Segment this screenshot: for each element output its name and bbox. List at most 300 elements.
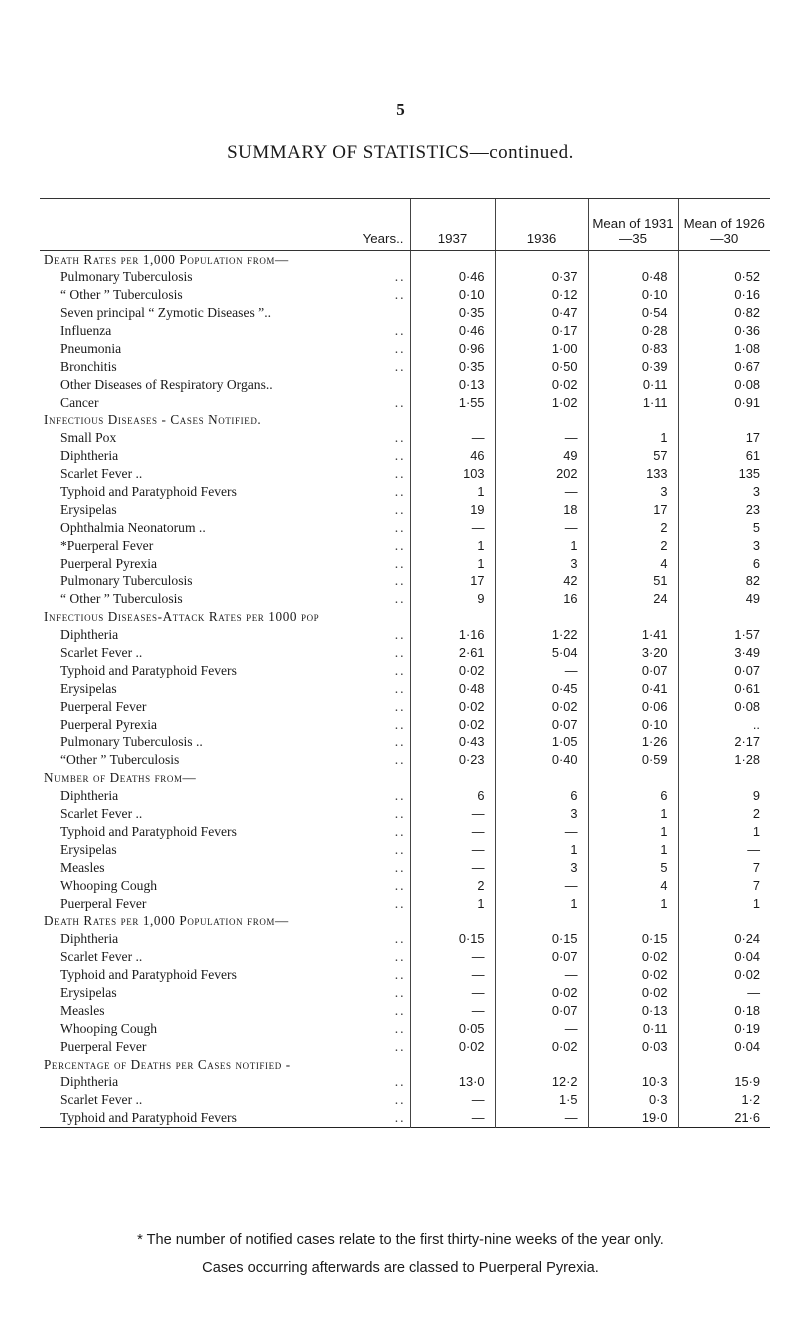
value-mean-1926-30: 82 <box>678 573 770 591</box>
section-empty-cell <box>678 251 770 269</box>
row-label: Measles <box>60 1002 105 1018</box>
leader-dots: .. <box>394 537 406 553</box>
table-row <box>40 268 770 286</box>
row-label: Typhoid and Paratyphoid Fevers <box>60 967 237 983</box>
row-label-cell <box>40 358 410 376</box>
row-label: Diphtheria <box>60 788 119 804</box>
header-mean-1931-35: Mean of 1931—35 <box>588 199 678 251</box>
row-label-cell <box>40 930 410 948</box>
value-mean-1931-35: 1·41 <box>588 626 678 644</box>
section-empty-cell <box>588 912 678 930</box>
leader-dots: .. <box>394 591 406 607</box>
section-empty-cell <box>678 912 770 930</box>
value-mean-1926-30: 0·02 <box>678 966 770 984</box>
leader-dots: .. <box>394 1002 406 1018</box>
row-label: Erysipelas <box>60 680 117 696</box>
value-mean-1931-35: 0·03 <box>588 1038 678 1056</box>
value-mean-1931-35: 0·28 <box>588 322 678 340</box>
value-1936: 3 <box>495 859 588 877</box>
leader-dots: .. <box>394 484 406 500</box>
leader-dots: .. <box>394 555 406 571</box>
value-1937: 0·10 <box>410 286 495 304</box>
value-1937: 6 <box>410 787 495 805</box>
table-row <box>40 644 770 662</box>
leader-dots: .. <box>394 448 406 464</box>
row-label: Small Pox <box>60 430 117 446</box>
row-label-cell <box>40 555 410 573</box>
row-label: Erysipelas <box>60 984 117 1000</box>
section-empty-cell <box>588 251 678 269</box>
row-label: Seven principal “ Zymotic Diseases ”.. <box>60 305 272 321</box>
value-1936: 0·02 <box>495 376 588 394</box>
section-title: Infectious Diseases-Attack Rates per 1000 pop <box>44 609 320 625</box>
value-1937: 2·61 <box>410 644 495 662</box>
row-label-cell <box>40 322 410 340</box>
row-label-cell <box>40 1109 410 1127</box>
row-label-cell <box>40 984 410 1002</box>
row-label-cell <box>40 465 410 483</box>
table-row <box>40 877 770 895</box>
value-1937: 0·35 <box>410 304 495 322</box>
value-mean-1931-35: 133 <box>588 465 678 483</box>
value-mean-1926-30: 0·16 <box>678 286 770 304</box>
value-mean-1931-35: 0·10 <box>588 286 678 304</box>
row-label-cell <box>40 429 410 447</box>
table-row <box>40 304 770 322</box>
value-mean-1926-30: 1 <box>678 823 770 841</box>
value-mean-1931-35: 0·13 <box>588 1002 678 1020</box>
value-1936: 1 <box>495 895 588 913</box>
row-label: Diphtheria <box>60 627 119 643</box>
value-1937: — <box>410 966 495 984</box>
value-mean-1931-35: 19·0 <box>588 1109 678 1127</box>
row-label-cell <box>40 1002 410 1020</box>
row-label: *Puerperal Fever <box>60 537 154 553</box>
row-label: Scarlet Fever .. <box>60 466 143 482</box>
value-mean-1926-30: 61 <box>678 447 770 465</box>
row-label-cell <box>40 895 410 913</box>
table-row <box>40 859 770 877</box>
row-label-cell <box>40 859 410 877</box>
table-row <box>40 429 770 447</box>
section-empty-cell <box>495 608 588 626</box>
leader-dots: .. <box>394 698 406 714</box>
row-label-cell <box>40 376 410 394</box>
header-1936: 1936 <box>495 199 588 251</box>
value-1937: 0·43 <box>410 734 495 752</box>
row-label: Scarlet Fever .. <box>60 949 143 965</box>
row-label: Puerperal Pyrexia <box>60 716 158 732</box>
row-label-cell <box>40 877 410 895</box>
table-row <box>40 447 770 465</box>
value-mean-1926-30: 0·52 <box>678 268 770 286</box>
page-title: SUMMARY OF STATISTICS—continued. <box>227 142 574 163</box>
value-1936: 0·12 <box>495 286 588 304</box>
table-row <box>40 322 770 340</box>
value-1937: 0·96 <box>410 340 495 358</box>
row-label: Puerperal Fever <box>60 1038 147 1054</box>
value-1937: 1·55 <box>410 394 495 412</box>
value-mean-1931-35: 0·11 <box>588 1020 678 1038</box>
table-row <box>40 590 770 608</box>
value-1937: — <box>410 859 495 877</box>
value-mean-1926-30: 0·67 <box>678 358 770 376</box>
row-label: Measles <box>60 859 105 875</box>
value-1936: 42 <box>495 573 588 591</box>
section-empty-cell <box>495 769 588 787</box>
row-label-cell <box>40 447 410 465</box>
table-row <box>40 376 770 394</box>
value-mean-1931-35: 2 <box>588 537 678 555</box>
leader-dots: .. <box>394 823 406 839</box>
value-1936: 1 <box>495 841 588 859</box>
leader-dots: .. <box>394 573 406 589</box>
section-empty-cell <box>588 1056 678 1074</box>
leader-dots: .. <box>394 323 406 338</box>
row-label-cell <box>40 573 410 591</box>
row-label-cell <box>40 1091 410 1109</box>
value-1937: 9 <box>410 590 495 608</box>
row-label-cell <box>40 948 410 966</box>
table-row <box>40 787 770 805</box>
value-mean-1931-35: 0·11 <box>588 376 678 394</box>
table-row <box>40 1038 770 1056</box>
row-label-cell <box>40 823 410 841</box>
leader-dots: .. <box>394 358 406 374</box>
leader-dots: .. <box>394 340 406 356</box>
leader-dots: .. <box>394 627 406 643</box>
row-label-cell <box>40 805 410 823</box>
row-label: Typhoid and Paratyphoid Fevers <box>60 484 237 500</box>
row-label: Bronchitis <box>60 358 117 374</box>
row-label-cell <box>40 698 410 716</box>
leader-dots: .. <box>394 501 406 517</box>
table-row <box>40 716 770 734</box>
table-row <box>40 662 770 680</box>
row-label: Puerperal Fever <box>60 698 147 714</box>
section-empty-cell <box>588 608 678 626</box>
row-label: Diphtheria <box>60 448 119 464</box>
value-1937: — <box>410 429 495 447</box>
value-1936: 0·15 <box>495 930 588 948</box>
footnote-pyrexia: Cases occurring afterwards are classed to Puerperal Pyrexia. <box>202 1260 599 1276</box>
value-1937: 1 <box>410 555 495 573</box>
leader-dots: .. <box>394 1074 406 1090</box>
row-label-cell <box>40 644 410 662</box>
value-1936: 1·05 <box>495 734 588 752</box>
value-1936: — <box>495 483 588 501</box>
header-years: Years.. <box>40 199 410 251</box>
table-row <box>40 465 770 483</box>
header-mean-1926-30: Mean of 1926—30 <box>678 199 770 251</box>
value-1936: 202 <box>495 465 588 483</box>
row-label: Typhoid and Paratyphoid Fevers <box>60 823 237 839</box>
row-label-cell <box>40 1020 410 1038</box>
row-label-cell <box>40 1038 410 1056</box>
row-label-cell <box>40 662 410 680</box>
value-mean-1931-35: 0·07 <box>588 662 678 680</box>
value-1936: — <box>495 1020 588 1038</box>
row-label: “ Other ” Tuberculosis <box>60 287 183 303</box>
value-mean-1926-30: 0·18 <box>678 1002 770 1020</box>
row-label: Pneumonia <box>60 340 122 356</box>
value-mean-1931-35: 0·02 <box>588 948 678 966</box>
row-label: Puerperal Fever <box>60 895 147 911</box>
value-1937: 1 <box>410 483 495 501</box>
value-mean-1926-30: 0·04 <box>678 948 770 966</box>
value-mean-1931-35: 1·11 <box>588 394 678 412</box>
statistics-table <box>40 198 770 1128</box>
value-1937: 0·15 <box>410 930 495 948</box>
table-row <box>40 930 770 948</box>
value-1937: 0·35 <box>410 358 495 376</box>
table-row <box>40 340 770 358</box>
section-empty-cell <box>678 1056 770 1074</box>
value-mean-1926-30: 2·17 <box>678 734 770 752</box>
value-mean-1926-30: 3 <box>678 483 770 501</box>
section-header-row <box>40 769 770 787</box>
value-mean-1931-35: 0·02 <box>588 966 678 984</box>
row-label-cell <box>40 286 410 304</box>
section-empty-cell <box>678 608 770 626</box>
value-1937: 1·16 <box>410 626 495 644</box>
value-mean-1931-35: 4 <box>588 555 678 573</box>
value-mean-1926-30: 15·9 <box>678 1073 770 1091</box>
leader-dots: .. <box>394 1109 406 1125</box>
value-mean-1926-30: 23 <box>678 501 770 519</box>
value-mean-1931-35: 0·54 <box>588 304 678 322</box>
row-label: Ophthalmia Neonatorum .. <box>60 519 206 535</box>
value-mean-1926-30: 0·36 <box>678 322 770 340</box>
value-1937: — <box>410 805 495 823</box>
value-1936: 0·02 <box>495 984 588 1002</box>
row-label-cell <box>40 537 410 555</box>
section-header-row <box>40 912 770 930</box>
value-mean-1926-30: 49 <box>678 590 770 608</box>
value-mean-1926-30: 6 <box>678 555 770 573</box>
value-mean-1926-30: 1·57 <box>678 626 770 644</box>
value-mean-1931-35: 0·41 <box>588 680 678 698</box>
value-1937: 46 <box>410 447 495 465</box>
table-row <box>40 1091 770 1109</box>
value-mean-1931-35: 0·02 <box>588 984 678 1002</box>
section-header-row <box>40 412 770 430</box>
table-row <box>40 286 770 304</box>
row-label: Erysipelas <box>60 501 117 517</box>
row-label-cell <box>40 966 410 984</box>
row-label: Diphtheria <box>60 1074 119 1090</box>
value-1936: — <box>495 662 588 680</box>
value-1936: 0·02 <box>495 698 588 716</box>
table-row <box>40 394 770 412</box>
value-mean-1931-35: 1 <box>588 805 678 823</box>
row-label: Pulmonary Tuberculosis <box>60 269 193 285</box>
value-1937: 1 <box>410 537 495 555</box>
row-label-cell <box>40 519 410 537</box>
table-row <box>40 1073 770 1091</box>
value-1937: — <box>410 841 495 859</box>
value-1937: 103 <box>410 465 495 483</box>
section-header-row <box>40 608 770 626</box>
page-number: 5 <box>396 100 405 119</box>
row-label: Other Diseases of Respiratory Organs.. <box>60 376 273 392</box>
table-row <box>40 984 770 1002</box>
row-label-cell <box>40 787 410 805</box>
table-row <box>40 519 770 537</box>
value-1937: 0·02 <box>410 1038 495 1056</box>
value-1936: 0·45 <box>495 680 588 698</box>
leader-dots: .. <box>394 984 406 1000</box>
section-title: Death Rates per 1,000 Population from— <box>44 913 289 929</box>
value-mean-1926-30: 7 <box>678 859 770 877</box>
row-label-cell <box>40 268 410 286</box>
leader-dots: .. <box>394 967 406 983</box>
leader-dots: .. <box>394 519 406 535</box>
table-body <box>40 251 770 1128</box>
footnote-asterisk: * The number of notified cases relate to the first thirty-nine weeks of the year only. <box>137 1232 664 1248</box>
section-title: Death Rates per 1,000 Population from— <box>44 251 289 267</box>
value-1936: 0·02 <box>495 1038 588 1056</box>
value-1937: — <box>410 1002 495 1020</box>
row-label: Scarlet Fever .. <box>60 1092 143 1108</box>
table-row <box>40 626 770 644</box>
section-empty-cell <box>588 412 678 430</box>
row-label: Typhoid and Paratyphoid Fevers <box>60 1109 237 1125</box>
value-1937: — <box>410 1109 495 1127</box>
row-label: Erysipelas <box>60 841 117 857</box>
value-1937: 0·02 <box>410 716 495 734</box>
section-empty-cell <box>495 912 588 930</box>
value-mean-1926-30: 135 <box>678 465 770 483</box>
leader-dots: .. <box>394 877 406 893</box>
table-row <box>40 948 770 966</box>
value-1936: 1·22 <box>495 626 588 644</box>
value-1936: — <box>495 1109 588 1127</box>
value-mean-1931-35: 2 <box>588 519 678 537</box>
section-empty-cell <box>410 1056 495 1074</box>
value-1937: — <box>410 984 495 1002</box>
value-mean-1931-35: 0·48 <box>588 268 678 286</box>
row-label-cell <box>40 626 410 644</box>
value-1937: 2 <box>410 877 495 895</box>
value-mean-1931-35: 1·26 <box>588 734 678 752</box>
value-mean-1931-35: 24 <box>588 590 678 608</box>
section-empty-cell <box>410 412 495 430</box>
value-1937: — <box>410 948 495 966</box>
value-1936: 0·07 <box>495 1002 588 1020</box>
leader-dots: .. <box>394 645 406 661</box>
value-1936: 6 <box>495 787 588 805</box>
row-label-cell <box>40 304 410 322</box>
row-label-cell <box>40 716 410 734</box>
leader-dots: .. <box>394 430 406 446</box>
leader-dots: .. <box>394 859 406 875</box>
value-mean-1926-30: 1·2 <box>678 1091 770 1109</box>
row-label: Whooping Cough <box>60 877 158 893</box>
value-mean-1931-35: 5 <box>588 859 678 877</box>
value-1936: 0·40 <box>495 751 588 769</box>
value-mean-1926-30: 7 <box>678 877 770 895</box>
row-label: Pulmonary Tuberculosis <box>60 573 193 589</box>
section-empty-cell <box>410 769 495 787</box>
row-label: Influenza <box>60 323 112 338</box>
value-1936: 0·47 <box>495 304 588 322</box>
value-mean-1926-30: 0·24 <box>678 930 770 948</box>
value-1937: 1 <box>410 895 495 913</box>
value-1936: 12·2 <box>495 1073 588 1091</box>
value-mean-1926-30: 3·49 <box>678 644 770 662</box>
value-mean-1926-30: 21·6 <box>678 1109 770 1127</box>
row-label-cell <box>40 340 410 358</box>
value-1937: 0·23 <box>410 751 495 769</box>
leader-dots: .. <box>394 806 406 822</box>
leader-dots: .. <box>394 841 406 857</box>
table-row <box>40 1020 770 1038</box>
section-header-row <box>40 1056 770 1074</box>
table-row <box>40 555 770 573</box>
value-1936: — <box>495 966 588 984</box>
header-1937: 1937 <box>410 199 495 251</box>
section-empty-cell <box>410 912 495 930</box>
row-label: Scarlet Fever .. <box>60 806 143 822</box>
value-1937: 19 <box>410 501 495 519</box>
value-mean-1931-35: 0·15 <box>588 930 678 948</box>
value-mean-1926-30: 0·82 <box>678 304 770 322</box>
section-title: Infectious Diseases - Cases Notified. <box>44 412 262 428</box>
value-mean-1926-30: 3 <box>678 537 770 555</box>
value-1936: 0·37 <box>495 268 588 286</box>
value-1937: 0·46 <box>410 268 495 286</box>
row-label-cell <box>40 734 410 752</box>
table-header <box>40 199 770 251</box>
value-mean-1931-35: 51 <box>588 573 678 591</box>
value-mean-1926-30: 9 <box>678 787 770 805</box>
value-1936: 0·17 <box>495 322 588 340</box>
value-mean-1926-30: 1·08 <box>678 340 770 358</box>
value-mean-1931-35: 1 <box>588 841 678 859</box>
row-label: “ Other ” Tuberculosis <box>60 591 183 607</box>
leader-dots: .. <box>394 949 406 965</box>
value-mean-1931-35: 3·20 <box>588 644 678 662</box>
section-empty-cell <box>410 608 495 626</box>
leader-dots: .. <box>394 1020 406 1036</box>
value-mean-1926-30: 17 <box>678 429 770 447</box>
value-mean-1926-30: 0·61 <box>678 680 770 698</box>
table-row <box>40 698 770 716</box>
table-row <box>40 823 770 841</box>
table-row <box>40 1109 770 1127</box>
value-1936: 0·07 <box>495 948 588 966</box>
table-row <box>40 501 770 519</box>
value-1936: 1·00 <box>495 340 588 358</box>
leader-dots: .. <box>394 1092 406 1108</box>
section-header-row <box>40 251 770 269</box>
value-1936: 3 <box>495 805 588 823</box>
value-mean-1926-30: 2 <box>678 805 770 823</box>
leader-dots: .. <box>394 680 406 696</box>
value-1936: 5·04 <box>495 644 588 662</box>
row-label: Puerperal Pyrexia <box>60 555 158 571</box>
value-1937: 17 <box>410 573 495 591</box>
leader-dots: .. <box>394 394 406 410</box>
value-1937: 0·05 <box>410 1020 495 1038</box>
value-mean-1931-35: 0·39 <box>588 358 678 376</box>
section-empty-cell <box>495 251 588 269</box>
value-mean-1926-30: — <box>678 841 770 859</box>
row-label: Scarlet Fever .. <box>60 645 143 661</box>
value-1936: — <box>495 823 588 841</box>
table-row <box>40 734 770 752</box>
